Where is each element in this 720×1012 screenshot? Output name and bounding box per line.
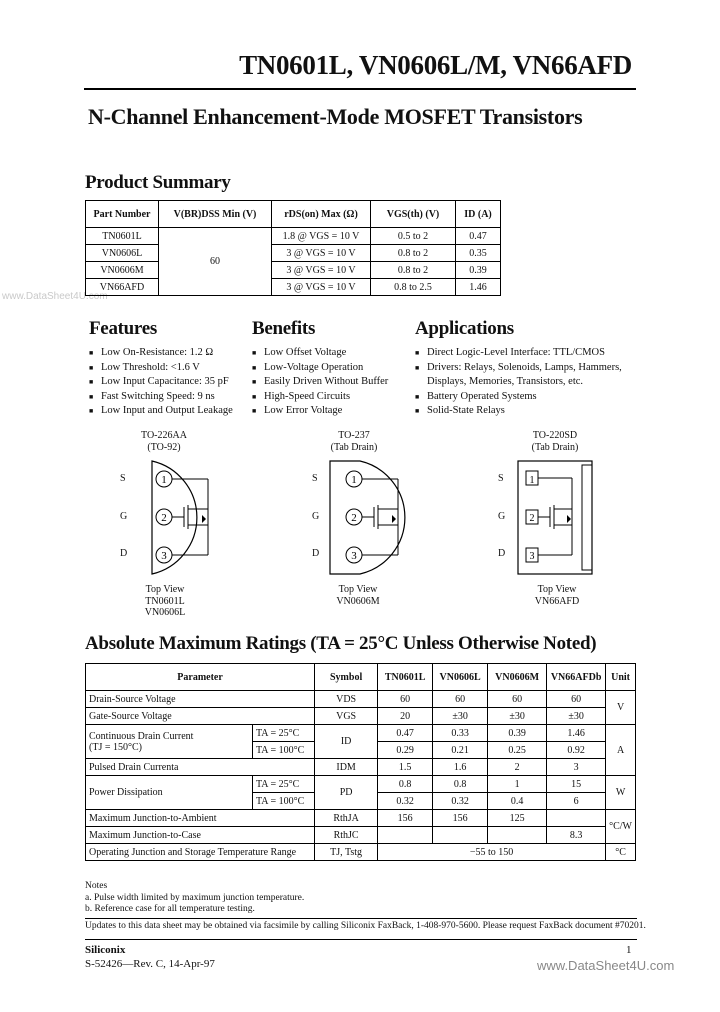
ps-col-vbr: V(BR)DSS Min (V) <box>159 201 272 228</box>
part-label: VN0606L <box>144 607 186 618</box>
footer-company: Siliconix <box>85 944 126 956</box>
table-row <box>86 245 501 262</box>
table-row <box>86 759 636 776</box>
pin-number-3: 3 <box>351 550 357 562</box>
amr-value: 1.5 <box>378 759 433 776</box>
ps-rds: 3 @ VGS = 10 V <box>272 245 371 262</box>
amr-unit: A <box>606 725 636 776</box>
amr-symbol: IDM <box>315 759 378 776</box>
ps-col-vgs: VGS(th) (V) <box>371 201 456 228</box>
amr-value: 60 <box>378 691 433 708</box>
list-item: ■ Easily Driven Without Buffer <box>252 375 412 390</box>
pin-label-s: S <box>312 473 318 484</box>
ps-col-part: Part Number <box>86 201 159 228</box>
package-caption-to237 <box>308 584 408 607</box>
amr-value <box>488 827 547 844</box>
ps-vgs: 0.5 to 2 <box>371 228 456 245</box>
watermark-right: www.DataSheet4U.com <box>537 958 675 973</box>
ps-id: 0.47 <box>456 228 501 245</box>
amr-col-vn0606l: VN0606L <box>433 664 488 691</box>
amr-value: 125 <box>488 810 547 827</box>
amr-header-row <box>86 664 636 691</box>
amr-condition: TA = 100°C <box>253 793 315 810</box>
amr-symbol: RthJA <box>315 810 378 827</box>
amr-value: 8.3 <box>547 827 606 844</box>
amr-col-vn66afd: VN66AFDb <box>547 664 606 691</box>
package-sub: (TO-92) <box>147 442 181 453</box>
list-item: ■ Low Input and Output Leakage <box>89 404 249 419</box>
ps-header-row <box>86 201 501 228</box>
table-row <box>86 279 501 296</box>
pin-number-3: 3 <box>529 551 535 562</box>
amr-value: 0.92 <box>547 742 606 759</box>
amr-value: 2 <box>488 759 547 776</box>
amr-value: 3 <box>547 759 606 776</box>
pin-label-d: D <box>312 548 320 559</box>
amr-param-line: (TJ = 150°C) <box>89 741 142 753</box>
amr-param: Drain-Source Voltage <box>86 691 315 708</box>
notes-rule <box>85 918 637 919</box>
amr-value <box>378 827 433 844</box>
pin-number-1: 1 <box>351 474 357 486</box>
pin-number-3: 3 <box>161 550 167 562</box>
package-caption-to226aa <box>115 584 215 619</box>
title-rule <box>84 88 636 90</box>
amr-symbol: RthJC <box>315 827 378 844</box>
to226aa-pin-numbers <box>156 471 172 575</box>
pin-number-1: 1 <box>161 474 167 486</box>
ps-col-rds: rDS(on) Max (Ω) <box>272 201 371 228</box>
ps-id: 0.39 <box>456 262 501 279</box>
features-heading: Features <box>89 318 157 339</box>
amr-value: 0.29 <box>378 742 433 759</box>
ps-vbr: 60 <box>159 228 272 296</box>
package-label-to220sd <box>505 430 605 454</box>
table-row <box>86 262 501 279</box>
notes-title: Notes <box>85 881 108 891</box>
amr-unit: W <box>606 776 636 810</box>
amr-value: 0.32 <box>433 793 488 810</box>
list-item: ■ High-Speed Circuits <box>252 390 412 405</box>
amr-value: 15 <box>547 776 606 793</box>
list-item: ■ Drivers: Relays, Solenoids, Lamps, Hammers, Displays, Memories, Transistors, etc. <box>415 361 635 390</box>
ps-rds: 1.8 @ VGS = 10 V <box>272 228 371 245</box>
pin-label-d: D <box>120 548 128 559</box>
watermark-left: www.DataSheet4U.com <box>2 291 108 302</box>
amr-value: ±30 <box>547 708 606 725</box>
benefits-list <box>252 346 412 419</box>
amr-unit: °C <box>606 844 636 861</box>
footer-doc-number: S-52426—Rev. C, 14-Apr-97 <box>85 958 215 970</box>
amr-value: 1 <box>488 776 547 793</box>
amr-heading: Absolute Maximum Ratings (TA = 25°C Unless Otherwise Noted) <box>85 633 597 654</box>
amr-symbol: VGS <box>315 708 378 725</box>
product-summary-heading: Product Summary <box>85 172 231 193</box>
pin-number-2: 2 <box>529 513 535 524</box>
list-item: ■ Direct Logic-Level Interface: TTL/CMOS <box>415 346 635 361</box>
package-name: TO-220SD <box>532 430 578 441</box>
ps-vgs: 0.8 to 2 <box>371 245 456 262</box>
amr-col-unit: Unit <box>606 664 636 691</box>
amr-value: 156 <box>433 810 488 827</box>
top-view-label: Top View <box>537 584 577 595</box>
pin-number-1: 1 <box>529 475 535 486</box>
package-sub: (Tab Drain) <box>531 442 579 453</box>
amr-table <box>85 663 636 861</box>
list-item: ■ Solid-State Relays <box>415 404 635 419</box>
ps-col-id: ID (A) <box>456 201 501 228</box>
table-row <box>86 708 636 725</box>
top-view-label: Top View <box>338 584 378 595</box>
amr-param: Pulsed Drain Currenta <box>86 759 315 776</box>
table-row <box>86 725 636 742</box>
amr-param: Power Dissipation <box>86 776 253 810</box>
amr-param: Maximum Junction-to-Case <box>86 827 315 844</box>
applications-heading: Applications <box>415 318 514 339</box>
amr-condition: TA = 25°C <box>253 725 315 742</box>
amr-col-vn0606m: VN0606M <box>488 664 547 691</box>
package-name: TO-226AA <box>141 430 187 441</box>
amr-unit: °C/W <box>606 810 636 844</box>
pin-label-g: G <box>312 511 320 522</box>
amr-param: Maximum Junction-to-Ambient <box>86 810 315 827</box>
amr-value: 6 <box>547 793 606 810</box>
ps-vgs: 0.8 to 2.5 <box>371 279 456 296</box>
pin-label-g: G <box>120 511 128 522</box>
pin-label-g: G <box>498 511 506 522</box>
document-title: TN0601L, VN0606L/M, VN66AFD <box>239 50 632 80</box>
amr-col-tn0601l: TN0601L <box>378 664 433 691</box>
amr-value: 0.25 <box>488 742 547 759</box>
faxback-note: Updates to this data sheet may be obtained via facsimile by calling Siliconix FaxBack, 1-408-970-5600. Please request FaxBack document #70201. <box>85 921 646 931</box>
amr-value: 60 <box>433 691 488 708</box>
ps-part: VN0606L <box>86 245 159 262</box>
amr-value <box>433 827 488 844</box>
amr-value: ±30 <box>488 708 547 725</box>
table-row <box>86 776 636 793</box>
table-row <box>86 691 636 708</box>
amr-symbol: TJ, Tstg <box>315 844 378 861</box>
amr-value: 20 <box>378 708 433 725</box>
amr-condition: TA = 100°C <box>253 742 315 759</box>
amr-symbol: PD <box>315 776 378 810</box>
ps-id: 1.46 <box>456 279 501 296</box>
amr-value: 1.46 <box>547 725 606 742</box>
amr-value <box>547 810 606 827</box>
ps-id: 0.35 <box>456 245 501 262</box>
list-item: ■ Low Error Voltage <box>252 404 412 419</box>
benefits-heading: Benefits <box>252 318 316 339</box>
pin-label-d: D <box>498 548 506 559</box>
table-row <box>86 827 636 844</box>
pin-label-s: S <box>498 473 504 484</box>
amr-value: 0.4 <box>488 793 547 810</box>
amr-value: 0.39 <box>488 725 547 742</box>
ps-part: VN66AFD <box>86 279 159 296</box>
table-row <box>86 844 636 861</box>
amr-col-symbol: Symbol <box>315 664 378 691</box>
ps-part: VN0606M <box>86 262 159 279</box>
part-label: VN0606M <box>336 595 380 607</box>
list-item: ■ Low On-Resistance: 1.2 Ω <box>89 346 249 361</box>
to237-pin-numbers <box>346 471 362 575</box>
amr-value: 0.8 <box>433 776 488 793</box>
amr-param <box>86 725 253 759</box>
list-item: ■ Low-Voltage Operation <box>252 361 412 376</box>
to220sd-pin-numbers <box>524 471 540 575</box>
list-item: ■ Low Offset Voltage <box>252 346 412 361</box>
list-item: ■ Fast Switching Speed: 9 ns <box>89 390 249 405</box>
to237-package-drawing <box>322 455 422 580</box>
package-label-to237 <box>304 430 404 454</box>
amr-value: 1.6 <box>433 759 488 776</box>
amr-param: Gate-Source Voltage <box>86 708 315 725</box>
table-row <box>86 228 501 245</box>
package-caption-to220sd <box>507 584 607 607</box>
ps-vgs: 0.8 to 2 <box>371 262 456 279</box>
top-view-label: Top View <box>145 584 185 595</box>
amr-unit: V <box>606 691 636 725</box>
ps-rds: 3 @ VGS = 10 V <box>272 262 371 279</box>
ps-part: TN0601L <box>86 228 159 245</box>
note-item: b. Reference case for all temperature testing. <box>85 904 255 914</box>
amr-value: 0.21 <box>433 742 488 759</box>
features-list <box>89 346 249 419</box>
amr-value: −55 to 150 <box>378 844 606 861</box>
footer-rule <box>85 939 637 940</box>
amr-value: 60 <box>547 691 606 708</box>
amr-param-line: Continuous Drain Current <box>89 730 194 742</box>
document-subtitle: N-Channel Enhancement-Mode MOSFET Transistors <box>88 104 583 129</box>
amr-value: 0.33 <box>433 725 488 742</box>
amr-symbol: ID <box>315 725 378 759</box>
to226aa-package-drawing <box>132 455 232 580</box>
pin-label-s: S <box>120 473 126 484</box>
list-item: ■ Low Input Capacitance: 35 pF <box>89 375 249 390</box>
amr-value: 0.47 <box>378 725 433 742</box>
amr-symbol: VDS <box>315 691 378 708</box>
list-item: ■ Low Threshold: <1.6 V <box>89 361 249 376</box>
package-label-to226aa <box>114 430 214 454</box>
amr-col-param: Parameter <box>86 664 315 691</box>
table-row <box>86 810 636 827</box>
amr-param: Operating Junction and Storage Temperature Range <box>86 844 315 861</box>
footer-page-number: 1 <box>626 944 632 956</box>
amr-condition: TA = 25°C <box>253 776 315 793</box>
amr-value: ±30 <box>433 708 488 725</box>
amr-value: 60 <box>488 691 547 708</box>
note-item: a. Pulse width limited by maximum junction temperature. <box>85 892 305 903</box>
amr-value: 156 <box>378 810 433 827</box>
pin-number-2: 2 <box>351 512 357 524</box>
ps-rds: 3 @ VGS = 10 V <box>272 279 371 296</box>
amr-value: 0.32 <box>378 793 433 810</box>
product-summary-table <box>85 200 501 296</box>
pin-number-2: 2 <box>161 512 167 524</box>
notes <box>85 881 635 916</box>
applications-list <box>415 346 635 419</box>
list-item: ■ Battery Operated Systems <box>415 390 635 405</box>
amr-value: 0.8 <box>378 776 433 793</box>
part-label: VN66AFD <box>534 595 580 607</box>
package-sub: (Tab Drain) <box>330 442 378 453</box>
package-name: TO-237 <box>338 430 370 441</box>
part-label: TN0601L <box>145 595 185 607</box>
